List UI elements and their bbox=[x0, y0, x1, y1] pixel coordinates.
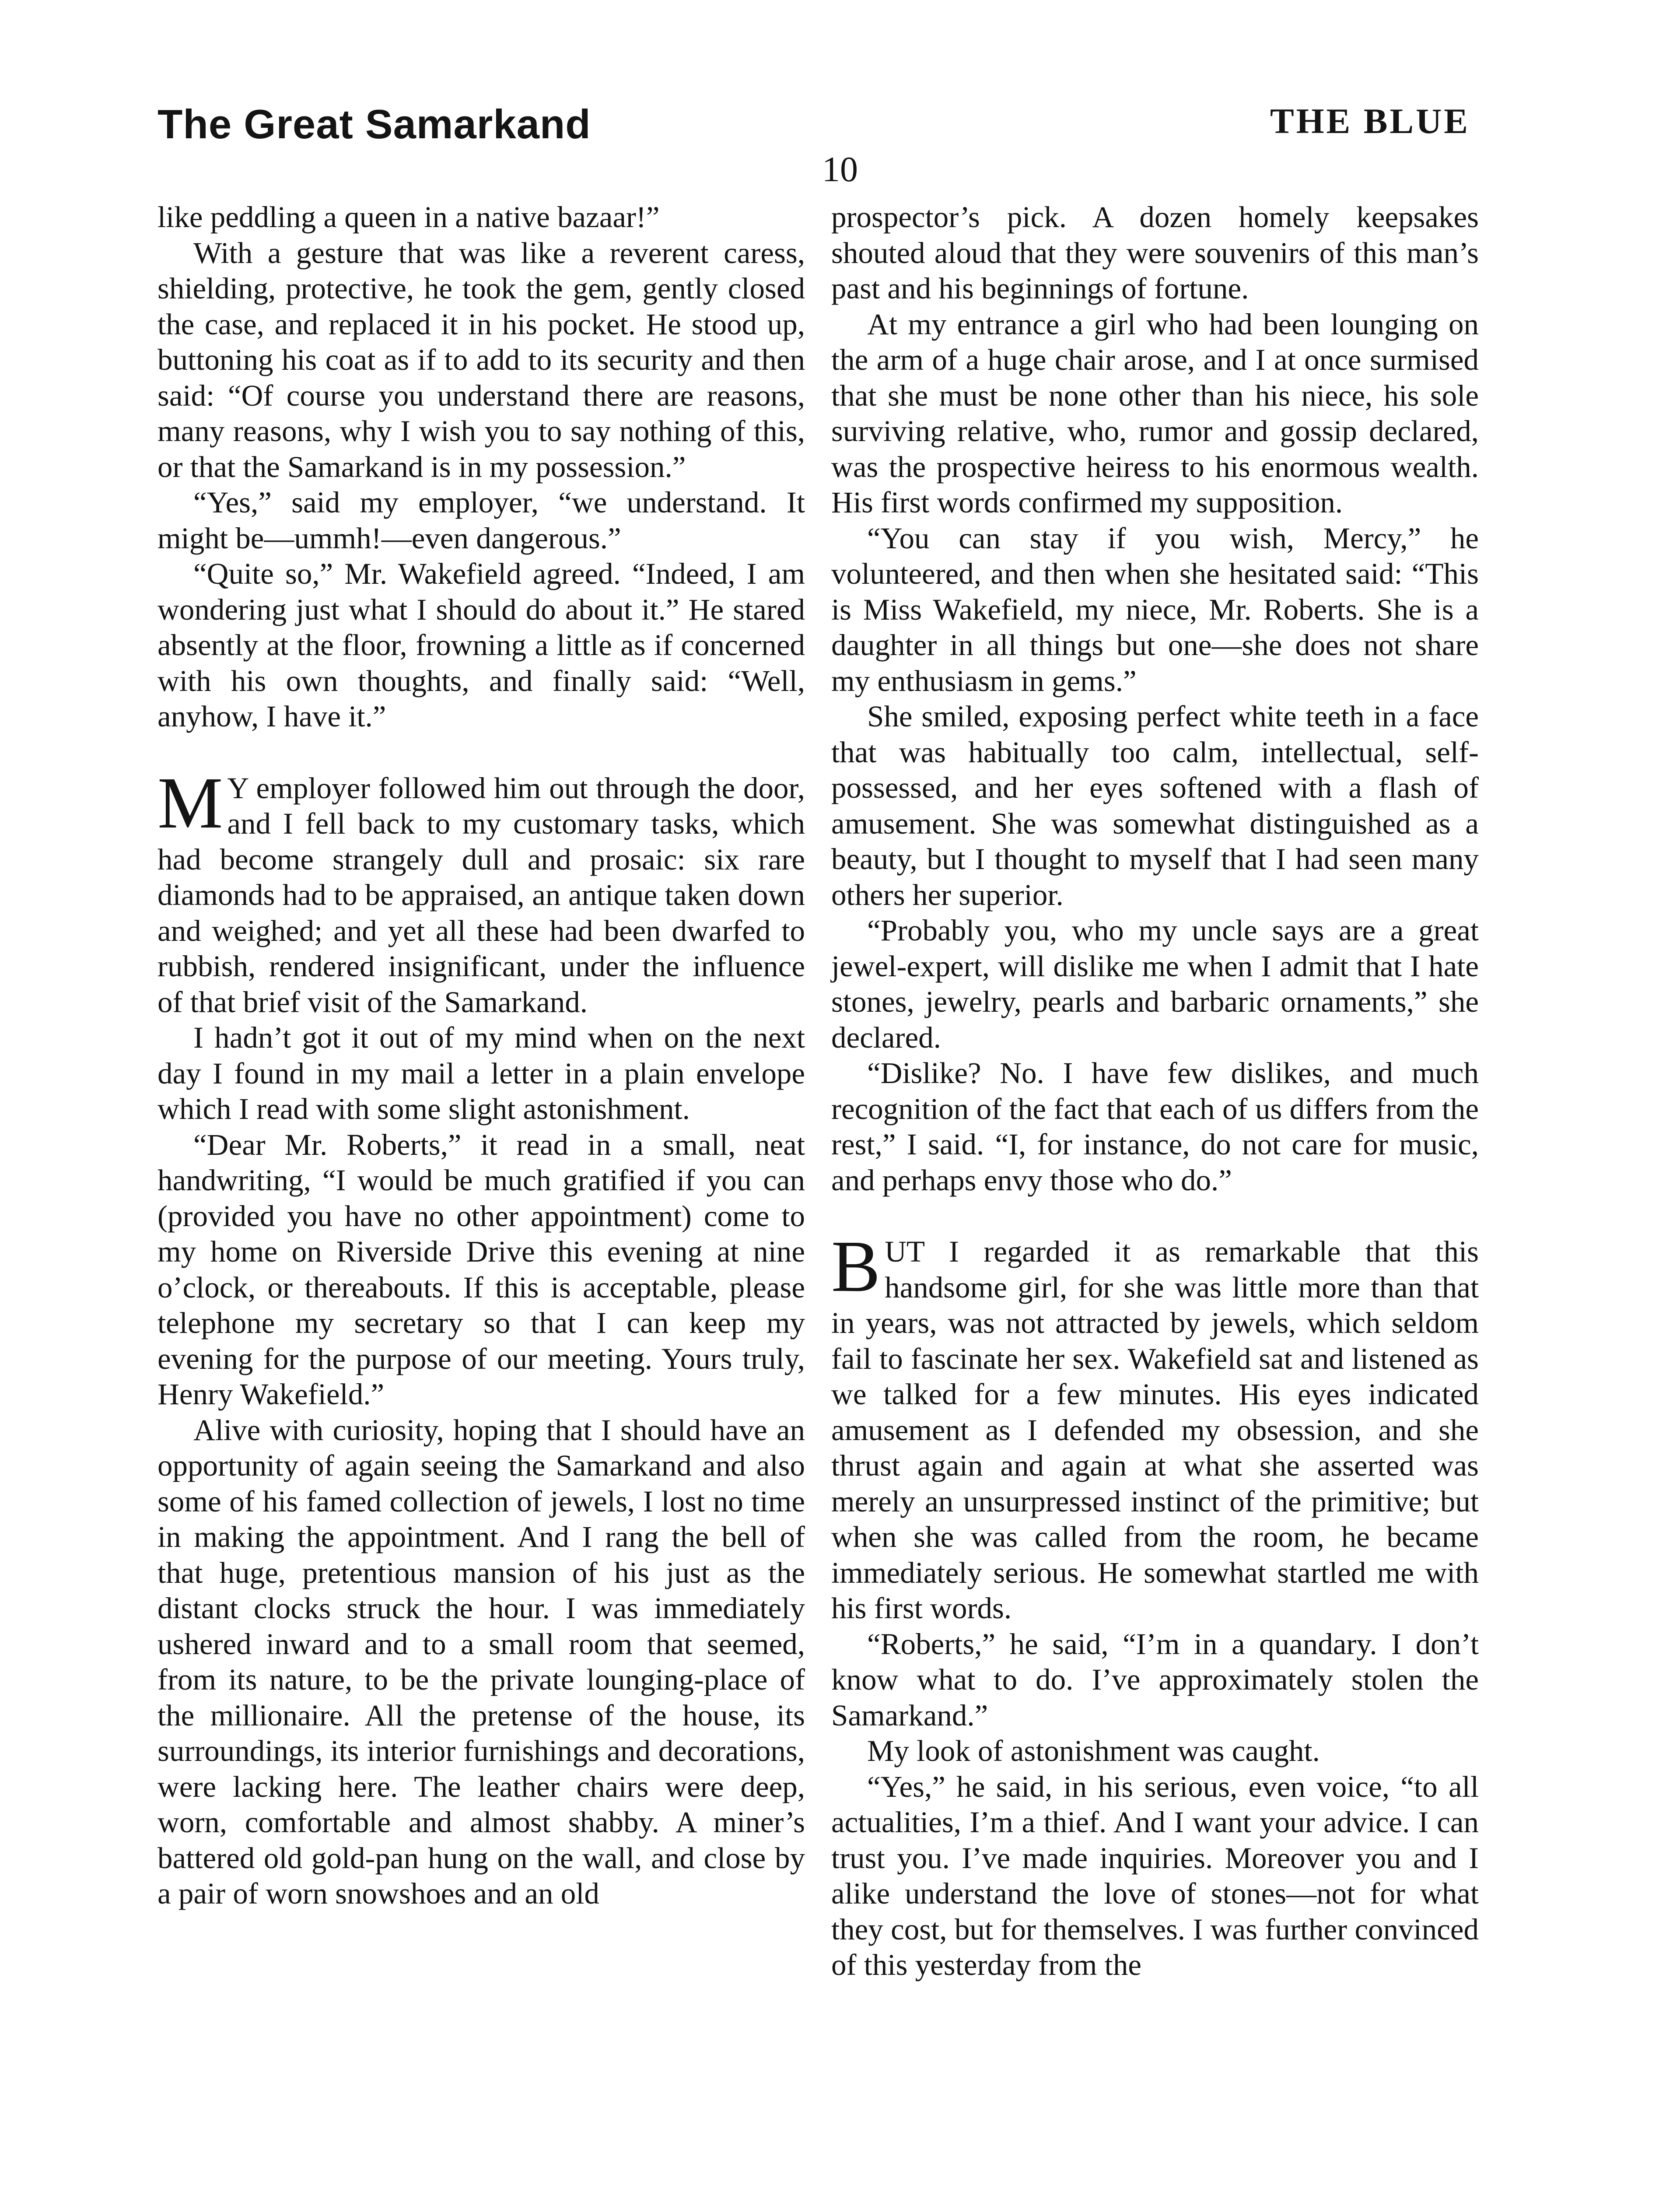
drop-cap: M bbox=[158, 762, 223, 844]
right-column bbox=[831, 200, 1479, 1983]
paragraph: With a gesture that was like a reverent caress, shielding, protective, he took the gem, gently closed the case, and replaced it in his pocket. He stood up, buttoning his coat as if to add to its security and then said: “Of course you understand there are reasons, many reasons, why I wish you to say nothing of this, or that the Samarkand is in my possession.” bbox=[158, 236, 805, 484]
left-column bbox=[158, 200, 805, 1912]
paragraph: “Yes,” he said, in his serious, even voice, “to all actualities, I’m a thief. And I want your advice. I can trust you. I’ve made inquiries. Moreover you and I alike understand the love of stones—not for what they cost, but for themselves. I was further convinced of this yesterday from the bbox=[831, 1770, 1479, 1981]
section-opening-text: Y employer followed him out through the door, and I fell back to my customary tasks, which had become strangely dull and prosaic: six rare diamonds had to be appraised, an antique taken down and weighed; and yet all these had been dwarfed to rubbish, rendered insignificant, under the influence of that brief visit of the Samarkand. bbox=[158, 771, 805, 1019]
section-opening-paragraph bbox=[831, 1226, 1479, 1627]
page-number: 10 bbox=[822, 149, 858, 189]
paragraph: prospector’s pick. A dozen homely keepsakes shouted aloud that they were souvenirs of this man’s past and his beginnings of fortune. bbox=[831, 200, 1479, 305]
drop-cap: B bbox=[831, 1226, 881, 1307]
paragraph: “Dear Mr. Roberts,” it read in a small, neat handwriting, “I would be much gratified if you can (provided you have no other appointment) come to my home on Riverside Drive this evening at nine o’clock, or thereabouts. If this is acceptable, please telephone my secretary so that I can keep my evening for the purpose of our meeting. Yours truly, Henry Wakefield.” bbox=[158, 1128, 805, 1411]
paragraph: My look of astonishment was caught. bbox=[867, 1734, 1320, 1767]
section-opening-paragraph bbox=[158, 762, 805, 1020]
paragraph: At my entrance a girl who had been lounging on the arm of a huge chair arose, and I at once surmised that she must be none other than his niece, his sole surviving relative, who, rumor and gossip declared, was the prospective heiress to his enormous wealth. His first words confirmed my supposition. bbox=[831, 307, 1479, 519]
paragraph: “Roberts,” he said, “I’m in a quandary. I don’t know what to do. I’ve approximately stolen the Samarkand.” bbox=[831, 1627, 1479, 1732]
paragraph: “Yes,” said my employer, “we understand. It might be—ummh!—even dangerous.” bbox=[158, 486, 805, 555]
section-opening-text: UT I regarded it as remarkable that this handsome girl, for she was little more than that in years, was not attracted by jewels, which seldom fail to fascinate her sex. Wakefield sat and listened as we talked for a few minutes. His eyes indicated amusement as I defended my obsession, and she thrust again and again at what she asserted was merely an unsurpressed instinct of the primitive; but when she was called from the room, he became immediately serious. He somewhat startled me with his first words. bbox=[831, 1235, 1479, 1625]
paragraph: She smiled, exposing perfect white teeth in a face that was habitually too calm, intellectual, self-possessed, and her eyes softened with a flash of amusement. She was somewhat distinguished as a beauty, but I thought to myself that I had seen many others her superior. bbox=[831, 700, 1479, 912]
paragraph: “You can stay if you wish, Mercy,” he volunteered, and then when she hesitated said: “This is Miss Wakefield, my niece, Mr. Roberts. She is a daughter in all things but one—she does not share my enthusiasm in gems.” bbox=[831, 521, 1479, 698]
paragraph: I hadn’t got it out of my mind when on the next day I found in my mail a letter in a plain envelope which I read with some slight astonishment. bbox=[158, 1021, 805, 1126]
paragraph: like peddling a queen in a native bazaar!” bbox=[158, 200, 660, 234]
story-title: The Great Samarkand bbox=[158, 101, 591, 147]
magazine-name: THE BLUE bbox=[1270, 101, 1470, 141]
paragraph: “Probably you, who my uncle says are a great jewel-expert, will dislike me when I admit that I hate stones, jewelry, pearls and barbaric ornaments,” she declared. bbox=[831, 914, 1479, 1054]
paragraph: “Dislike? No. I have few dislikes, and much recognition of the fact that each of us differs from the rest,” I said. “I, for instance, do not care for music, and perhaps envy those who do.” bbox=[831, 1056, 1479, 1197]
paragraph: “Quite so,” Mr. Wakefield agreed. “Indeed, I am wondering just what I should do about it.” He stared absently at the floor, frowning a little as if concerned with his own thoughts, and finally said: “Well, anyhow, I have it.” bbox=[158, 557, 805, 733]
paragraph: Alive with curiosity, hoping that I should have an opportunity of again seeing the Samarkand and also some of his famed collection of jewels, I lost no time in making the appointment. And I rang the bell of that huge, pretentious mansion of his just as the distant clocks struck the hour. I was immediately ushered inward and to a small room that seemed, from its nature, to be the private lounging-place of the millionaire. All the pretense of the house, its surroundings, its interior furnishings and decorations, were lacking here. The leather chairs were deep, worn, comfortable and almost shabby. A miner’s battered old gold-pan hung on the wall, and close by a pair of worn snowshoes and an old bbox=[158, 1413, 805, 1910]
